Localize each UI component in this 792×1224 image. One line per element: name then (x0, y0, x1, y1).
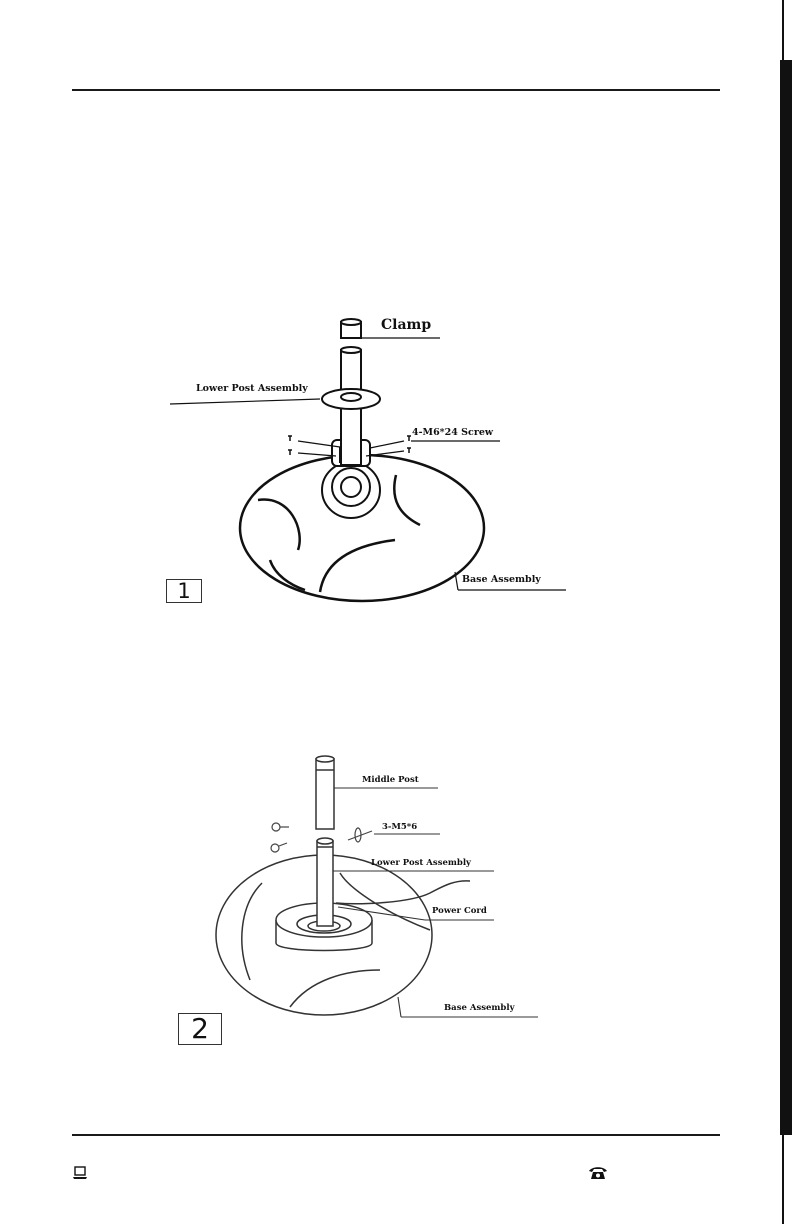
footer-rule (72, 1134, 720, 1136)
screw-label-2: 3-M5*6 (382, 822, 418, 832)
lower-post-assembly-label-2: Lower Post Assembly (371, 858, 471, 868)
phone-icon (588, 1166, 608, 1180)
clamp-label: Clamp (381, 317, 432, 333)
assembly-diagram-step-1 (0, 300, 792, 620)
base-assembly-label-1: Base Assembly (462, 574, 541, 585)
header-rule (72, 89, 720, 91)
laptop-icon (72, 1166, 88, 1180)
step-number-2: 2 (178, 1013, 222, 1045)
assembly-diagram-step-2 (0, 745, 792, 1055)
clamp-part (341, 319, 361, 338)
base-assembly-1 (240, 455, 484, 601)
screw-label-1: 4-M6*24 Screw (412, 427, 494, 438)
power-cord-label: Power Cord (432, 906, 487, 916)
step-number-1: 1 (166, 579, 202, 603)
post-collar-ring (322, 389, 380, 409)
middle-post (316, 756, 334, 829)
lower-post-2 (317, 838, 333, 926)
middle-post-label: Middle Post (362, 775, 419, 785)
lower-post-assembly-label-1: Lower Post Assembly (196, 383, 308, 394)
base-assembly-label-2: Base Assembly (444, 1003, 515, 1013)
